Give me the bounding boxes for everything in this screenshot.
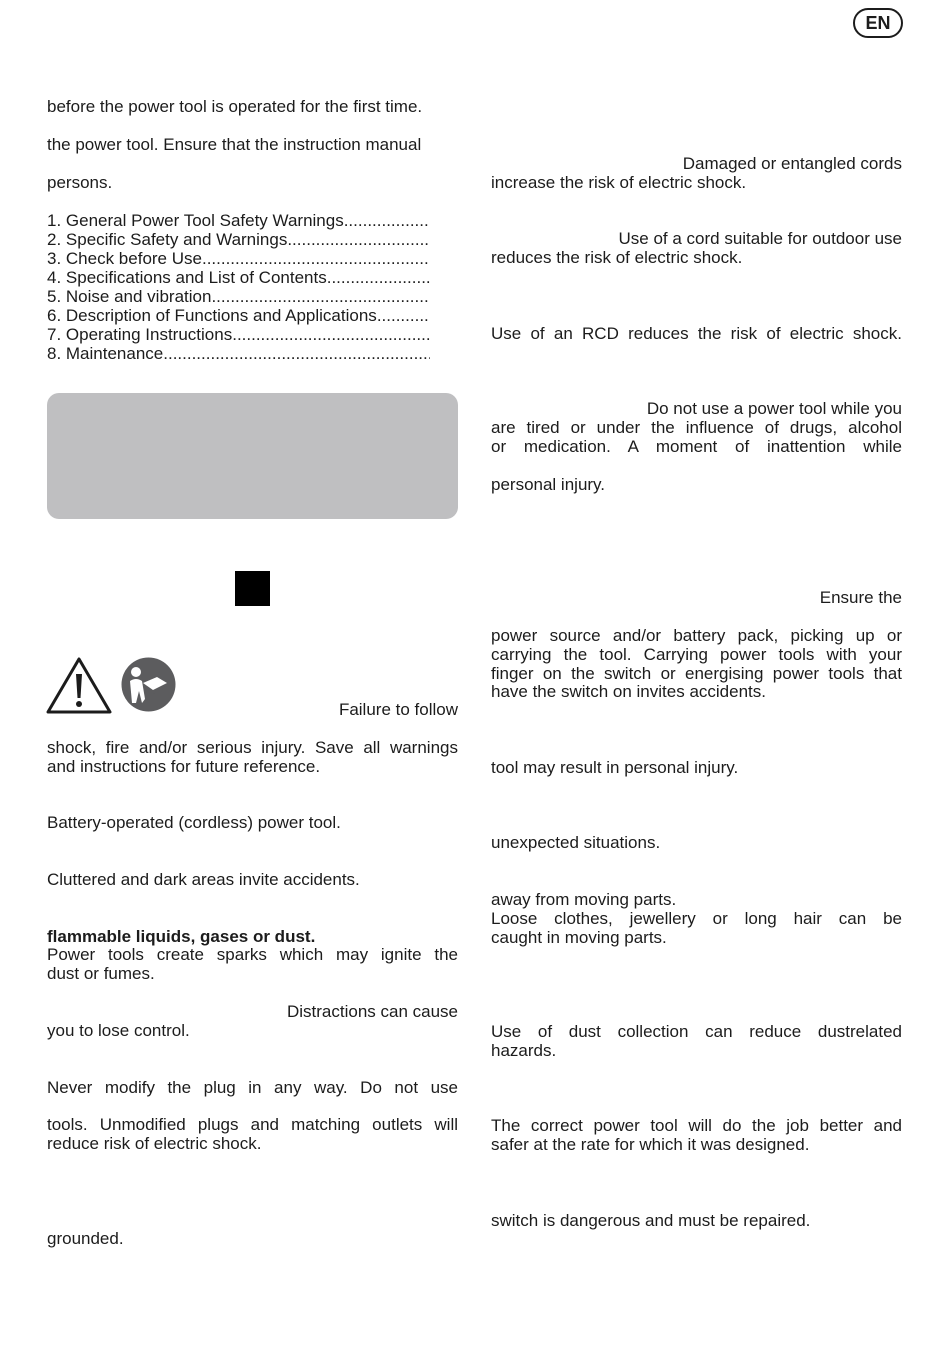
- warnings-paragraph-line-2: and instructions for future reference.: [47, 757, 321, 776]
- tired-line-1: Do not use a power tool while you: [646, 399, 902, 418]
- intro-line-1: before the power tool is operated for the first time.: [47, 97, 423, 116]
- toc-item[interactable]: 4. Specifications and List of Contents .....: [47, 268, 430, 287]
- intro-line-3: persons.: [47, 173, 113, 192]
- dust-collection-line-2: hazards.: [491, 1041, 557, 1060]
- cordless-tool-text: Battery-operated (cordless) power tool.: [47, 813, 341, 832]
- clothing-line-3: caught in moving parts.: [491, 928, 667, 947]
- plug-line-1: Never modify the plug in any way. Do not use: [47, 1078, 458, 1097]
- black-square-marker: [235, 571, 270, 606]
- intro-line-2: the power tool. Ensure that the instruction manual: [47, 135, 422, 154]
- failure-to-follow-text: Failure to follow: [338, 700, 458, 719]
- clothing-line-2: Loose clothes, jewellery or long hair can be: [491, 909, 902, 928]
- footing-text: unexpected situations.: [491, 833, 661, 852]
- outdoor-cord-line-1: Use of a cord suitable for outdoor use: [618, 229, 902, 248]
- plug-line-3: reduce risk of electric shock.: [47, 1134, 262, 1153]
- warnings-paragraph-line-1: shock, fire and/or serious injury. Save all warnings: [47, 738, 458, 757]
- toc-item[interactable]: 5. Noise and vibration .....: [47, 287, 430, 306]
- grounded-text: grounded.: [47, 1229, 124, 1248]
- grey-notice-box: [47, 393, 458, 519]
- cords-line-1: Damaged or entangled cords: [682, 154, 902, 173]
- correct-tool-line-2: safer at the rate for which it was designed.: [491, 1135, 810, 1154]
- toc-item[interactable]: 6. Description of Functions and Applications .....: [47, 306, 430, 325]
- work-area-text: Cluttered and dark areas invite accidents.: [47, 870, 360, 889]
- language-badge: EN: [853, 8, 903, 38]
- toc-item[interactable]: 2. Specific Safety and Warnings .....: [47, 230, 430, 249]
- tired-line-4: personal injury.: [491, 475, 606, 494]
- distractions-line-1: Distractions can cause: [286, 1002, 458, 1021]
- dust-collection-line-1: Use of dust collection can reduce dustrelated: [491, 1022, 902, 1041]
- switch-off-line-2: power source and/or battery pack, picking up or: [491, 626, 902, 645]
- tired-line-3: or medication. A moment of inattention while: [491, 437, 902, 456]
- tired-line-2: are tired or under the influence of drugs, alcohol: [491, 418, 902, 437]
- wrench-text: tool may result in personal injury.: [491, 758, 739, 777]
- toc-item[interactable]: 3. Check before Use .....: [47, 249, 430, 268]
- outdoor-cord-line-2: reduces the risk of electric shock.: [491, 248, 743, 267]
- toc-item[interactable]: 7. Operating Instructions .....: [47, 325, 430, 344]
- switch-off-line-5: have the switch on invites accidents.: [491, 682, 766, 701]
- clothing-line-1: away from moving parts.: [491, 890, 677, 909]
- distractions-line-2: you to lose control.: [47, 1021, 190, 1040]
- toc-item[interactable]: 8. Maintenance .....: [47, 344, 430, 363]
- plug-line-2: tools. Unmodified plugs and matching outlets will: [47, 1115, 458, 1134]
- rcd-text: Use of an RCD reduces the risk of electric shock.: [491, 324, 902, 343]
- switch-off-line-4: finger on the switch or energising power tools that: [491, 664, 902, 683]
- toc-item[interactable]: 1. General Power Tool Safety Warnings .....: [47, 211, 430, 230]
- switch-off-line-3: carrying the tool. Carrying power tools with your: [491, 645, 902, 664]
- sparks-line-2: dust or fumes.: [47, 964, 155, 983]
- switch-off-line-1: Ensure the: [819, 588, 902, 607]
- sparks-line-1: Power tools create sparks which may ignite the: [47, 945, 458, 964]
- explosive-heading: flammable liquids, gases or dust.: [47, 927, 316, 946]
- switch-repair-text: switch is dangerous and must be repaired.: [491, 1211, 811, 1230]
- cords-line-2: increase the risk of electric shock.: [491, 173, 747, 192]
- correct-tool-line-1: The correct power tool will do the job better and: [491, 1116, 902, 1135]
